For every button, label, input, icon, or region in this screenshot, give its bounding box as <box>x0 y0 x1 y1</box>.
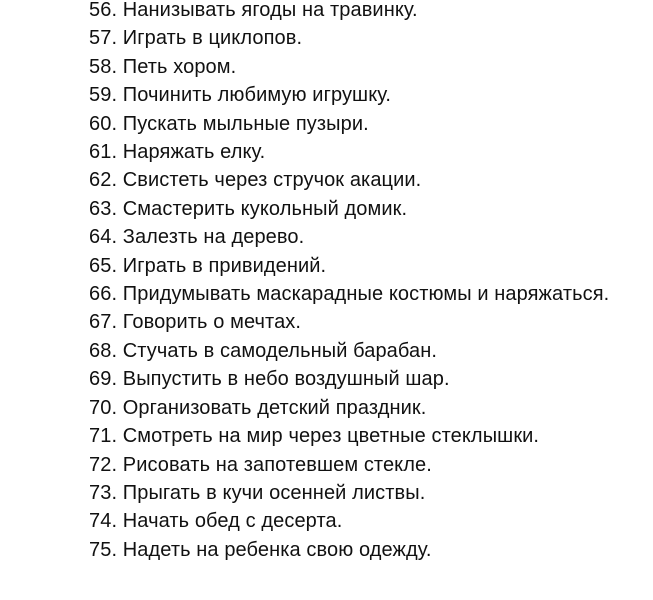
list-item: 69. Выпустить в небо воздушный шар. <box>89 368 450 391</box>
list-item: 58. Петь хором. <box>89 55 237 78</box>
list-item: 56. Нанизывать ягоды на травинку. <box>89 0 418 21</box>
list-item: 61. Наряжать елку. <box>89 141 266 164</box>
list-item: 73. Прыгать в кучи осенней листвы. <box>89 481 426 504</box>
list-item: 70. Организовать детский праздник. <box>89 396 427 419</box>
list-item: 57. Играть в циклопов. <box>89 27 303 50</box>
list-item: 66. Придумывать маскарадные костюмы и наряжаться. <box>89 283 610 306</box>
list-item: 65. Играть в привидений. <box>89 254 327 277</box>
list-item: 64. Залезть на дерево. <box>89 226 305 249</box>
list-item: 74. Начать обед с десерта. <box>89 510 343 533</box>
list-item: 60. Пускать мыльные пузыри. <box>89 112 369 135</box>
list-item: 68. Стучать в самодельный барабан. <box>89 339 438 362</box>
list-item: 71. Смотреть на мир через цветные стеклышки. <box>89 425 540 448</box>
list-item: 63. Смастерить кукольный домик. <box>89 197 408 220</box>
list-item: 62. Свистеть через стручок акации. <box>89 169 422 192</box>
activity-list <box>89 0 629 564</box>
list-item: 72. Рисовать на запотевшем стекле. <box>89 453 432 476</box>
list-item: 67. Говорить о мечтах. <box>89 311 302 334</box>
list-item: 75. Надеть на ребенка свою одежду. <box>89 538 432 561</box>
list-item: 59. Починить любимую игрушку. <box>89 84 392 107</box>
